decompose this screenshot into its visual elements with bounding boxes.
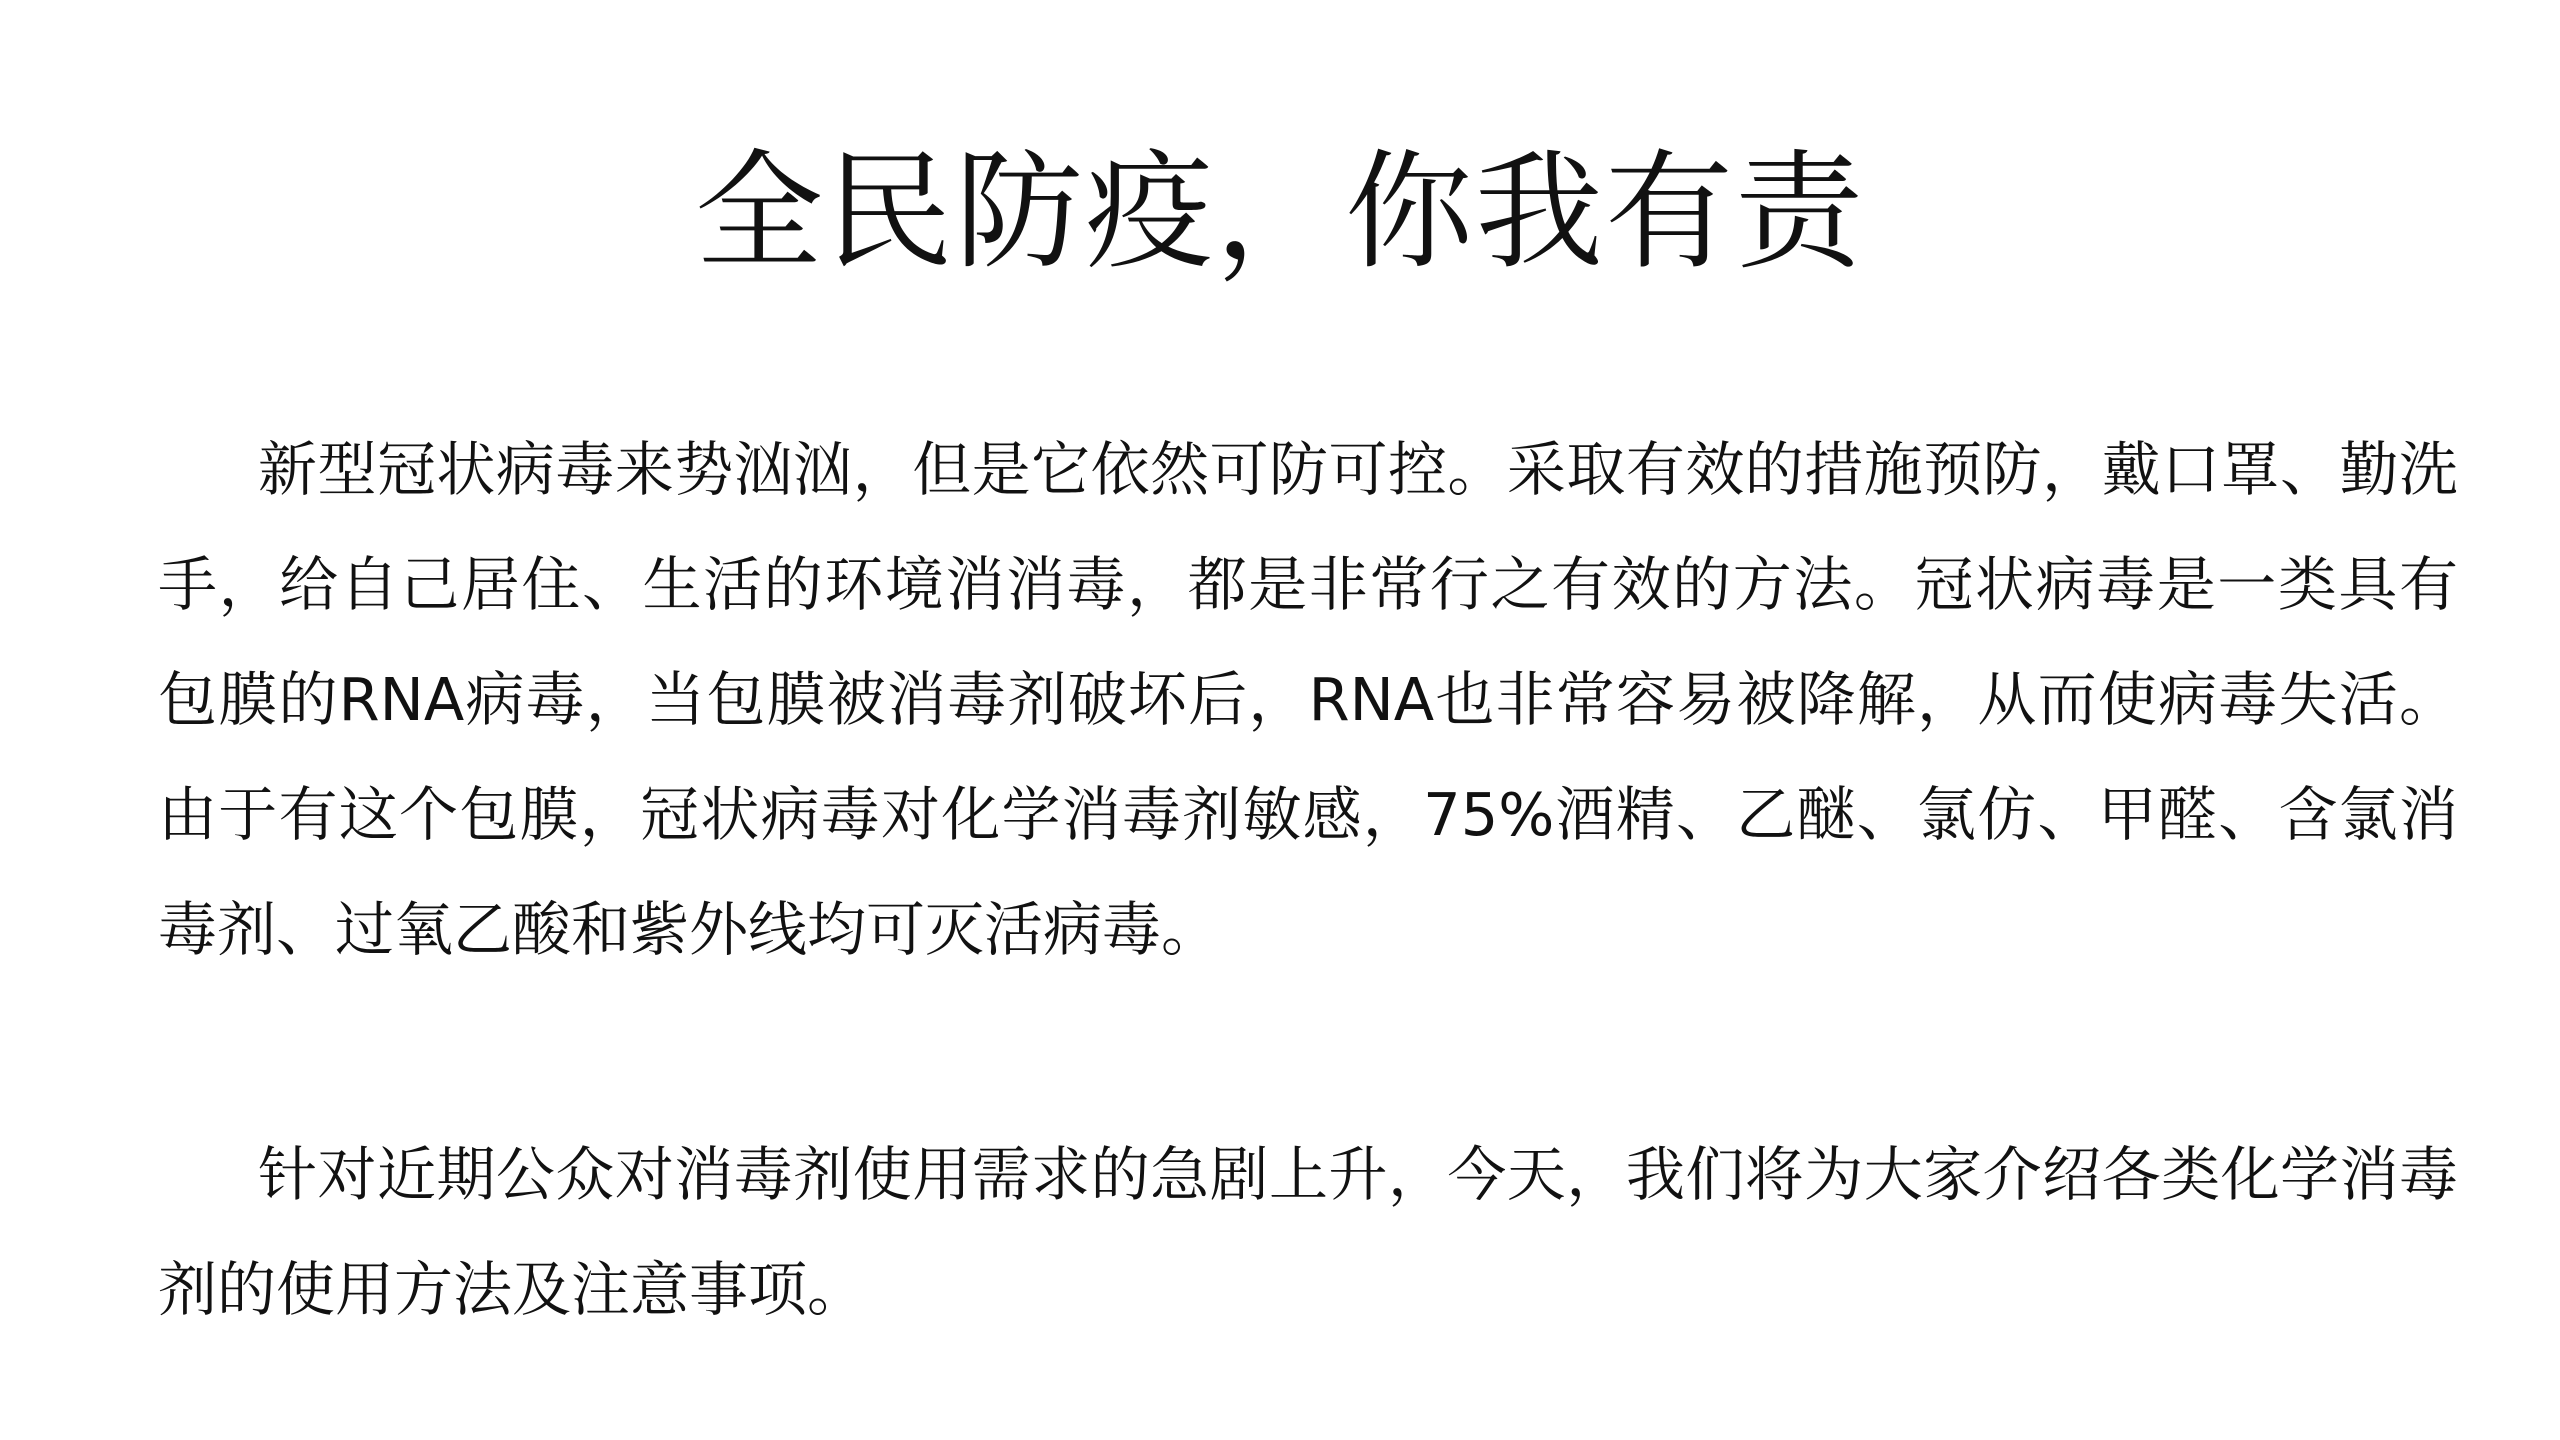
page-title: 全民防疫，你我有责 bbox=[694, 138, 1865, 287]
paragraph-2: 针对近期公众对消毒剂使用需求的急剧上升，今天，我们将为大家介绍各类化学消毒剂的使用方法及注意事项。 bbox=[158, 1140, 2458, 1324]
paragraph-1: 新型冠状病毒来势汹汹，但是它依然可防可控。采取有效的措施预防，戴口罩、勤洗手，给自己居住、生活的环境消消毒，都是非常行之有效的方法。冠状病毒是一类具有包膜的RNA病毒，当包膜被消毒剂破坏后，RNA也非常容易被降解，从而使病毒失活。由于有这个包膜，冠状病毒对化学消毒剂敏感，75%酒精、乙醚、氯仿、甲醛、含氯消毒剂、过氧乙酸和紫外线均可灭活病毒。 bbox=[158, 435, 2458, 964]
